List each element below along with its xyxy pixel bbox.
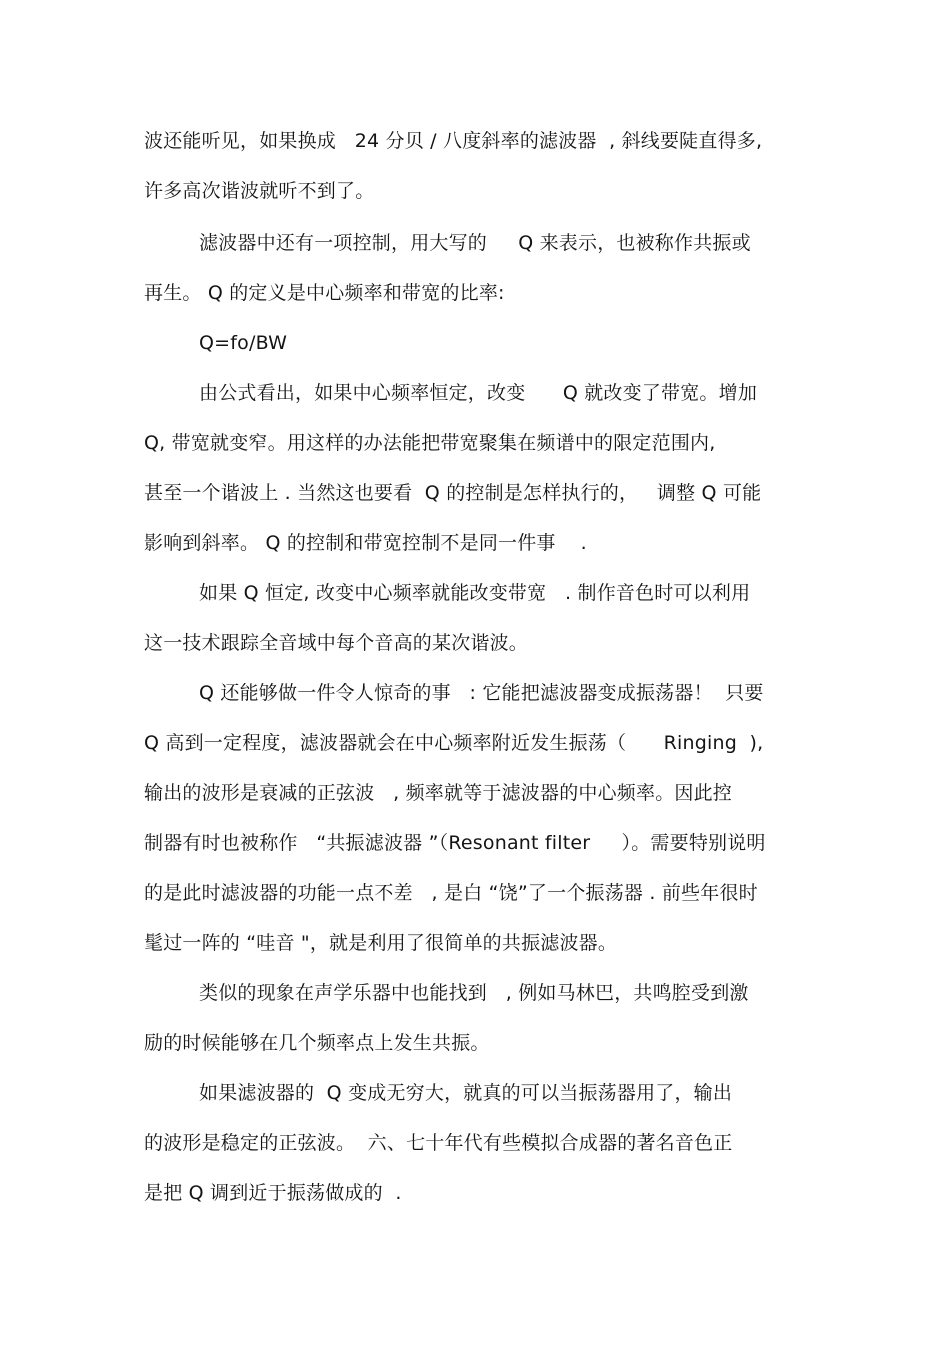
- text-line: 是把 Q 调到近于振荡做成的 .: [144, 1182, 402, 1204]
- text-line: 如果滤波器的 Q 变成无穷大，就真的可以当振荡器用了，输出: [199, 1082, 733, 1104]
- text-line: 的波形是稳定的正弦波。 六、七十年代有些模拟合成器的著名音色正: [144, 1132, 733, 1154]
- text-line: 输出的波形是衰减的正弦波 , 频率就等于滤波器的中心频率。因此控: [144, 782, 732, 804]
- text-line: 励的时候能够在几个频率点上发生共振。: [144, 1032, 490, 1054]
- text-line: 髦过一阵的 “哇音 "，就是利用了很简单的共振滤波器。: [144, 932, 618, 954]
- text-line: 影响到斜率。 Q 的控制和带宽控制不是同一件事 .: [144, 532, 587, 554]
- text-line: 如果 Q 恒定, 改变中心频率就能改变带宽 . 制作音色时可以利用: [199, 582, 751, 604]
- text-line: 这一技术跟踪全音域中每个音高的某次谐波。: [144, 632, 529, 654]
- text-line: Q 还能够做一件令人惊奇的事 : 它能把滤波器变成振荡器！ 只要: [199, 682, 764, 704]
- text-line: 滤波器中还有一项控制，用大写的 Q 来表示，也被称作共振或: [199, 232, 751, 254]
- text-line: 由公式看出，如果中心频率恒定，改变 Q 就改变了带宽。增加: [199, 382, 758, 404]
- text-line: Q 高到一定程度，滤波器就会在中心频率附近发生振荡（ Ringing ),: [144, 732, 764, 754]
- text-line: 甚至一个谐波上 . 当然这也要看 Q 的控制是怎样执行的， 调整 Q 可能: [144, 482, 762, 504]
- text-line: 的是此时滤波器的功能一点不差 , 是白 “饶”了一个振荡器 . 前些年很时: [144, 882, 758, 904]
- text-line: 许多高次谐波就听不到了。: [144, 180, 375, 202]
- text-line: 类似的现象在声学乐器中也能找到 , 例如马林巴，共鸣腔受到激: [199, 982, 749, 1004]
- text-line: 再生。 Q 的定义是中心频率和带宽的比率:: [144, 282, 505, 304]
- text-line: 波还能听见，如果换成 24 分贝 / 八度斜率的滤波器 , 斜线要陡直得多,: [144, 130, 763, 152]
- text-line: Q, 带宽就变窄。用这样的办法能把带宽聚集在频谱中的限定范围内,: [144, 432, 716, 454]
- text-line: 制器有时也被称作 “共振滤波器 ”（Resonant filter ）。需要特别说明: [144, 832, 766, 854]
- formula-line: Q=fo/BW: [199, 332, 288, 354]
